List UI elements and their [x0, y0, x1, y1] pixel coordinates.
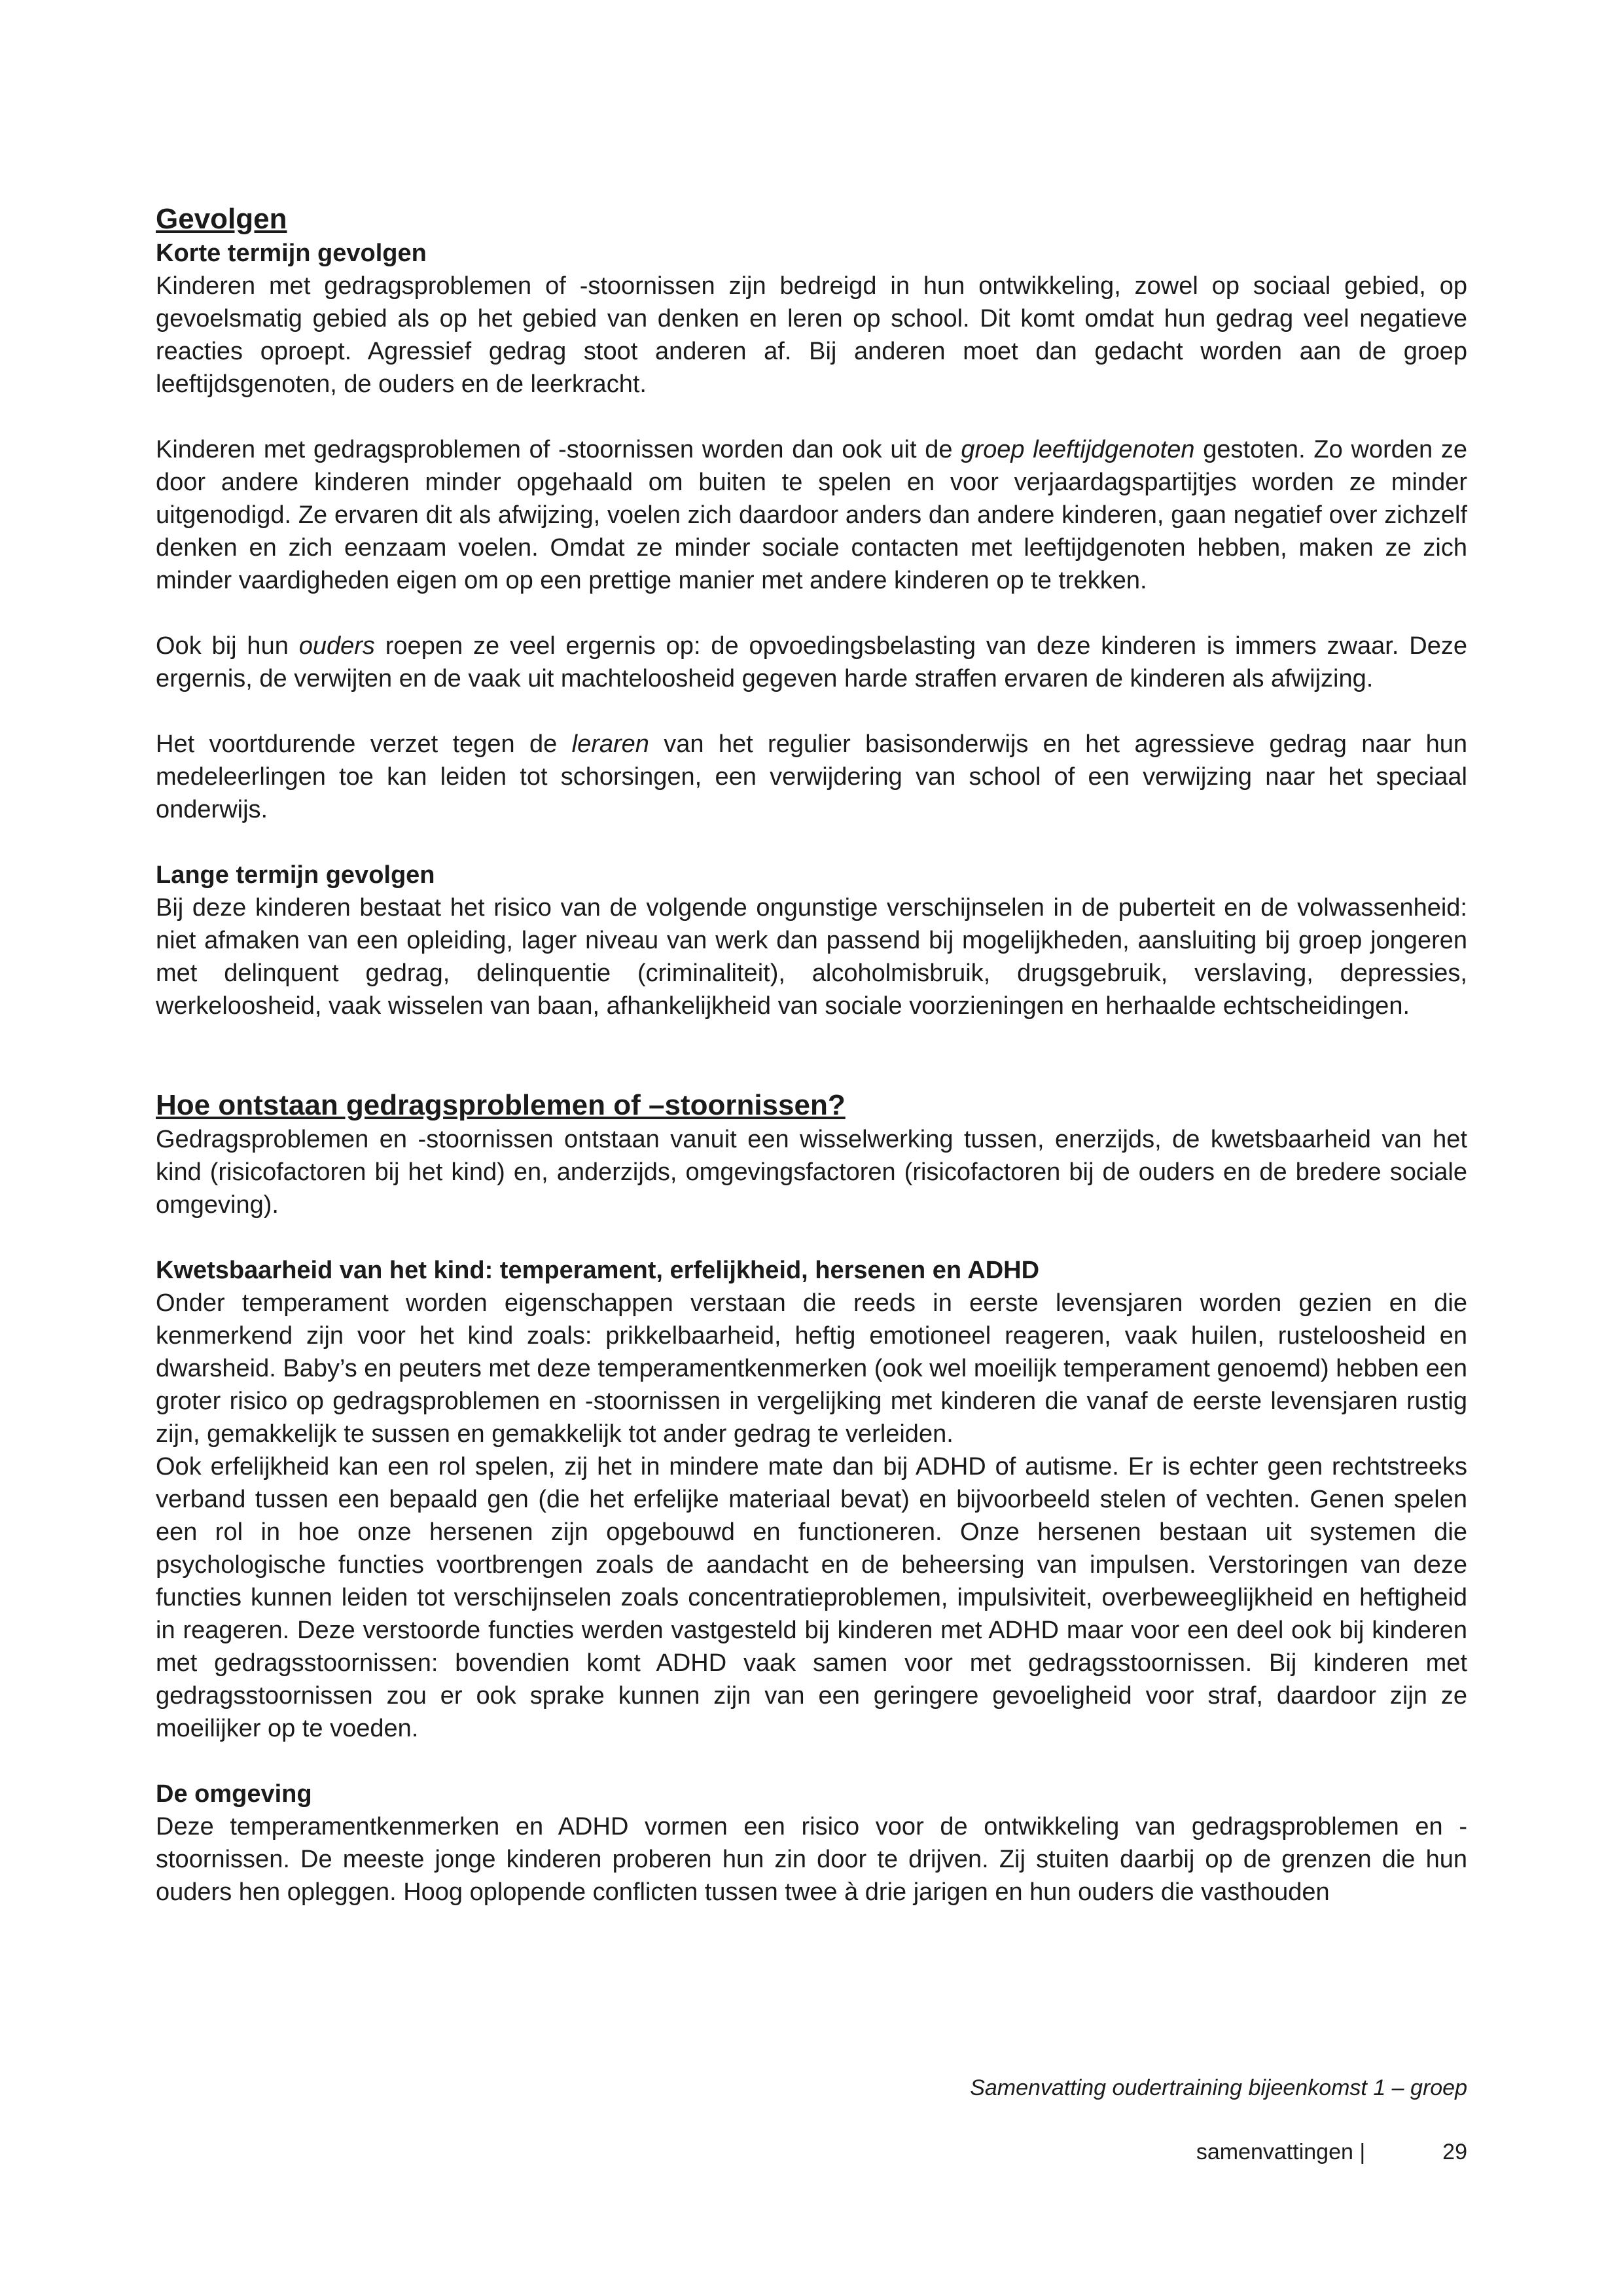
footer-document-title: Samenvatting oudertraining bijeenkomst 1 – groep — [970, 2075, 1467, 2100]
spacer — [156, 1022, 1467, 1088]
text-run: Ook bij hun — [156, 632, 299, 660]
subheading-kwetsbaarheid: Kwetsbaarheid van het kind: temperament, erfelijkheid, hersenen en ADHD — [156, 1257, 1040, 1284]
subheading-omgeving: De omgeving — [156, 1780, 312, 1808]
spacer — [156, 401, 1467, 433]
paragraph: Ook erfelijkheid kan een rol spelen, zij het in mindere mate dan bij ADHD of autisme. Er is echter geen rechtstreeks verband tussen een bepaald gen (die het erfelijke materiaal bevat) en bijvoorbeeld stelen of vechten. Genen spelen een rol in hoe onze hersenen zijn opgebouwd en functioneren. Onze hersenen bestaan uit systemen die psychologische functies voortbrengen zoals de aandacht en de beheersing van impulsen. Verstoringen van deze functies kunnen leiden tot verschijnselen zoals concentratieproblemen, impulsiviteit, overbeweeglijkheid en heftigheid in reageren. Deze verstoorde functies werden vastgesteld bij kinderen met ADHD maar voor een deel ook bij kinderen met gedragsstoornissen: bovendien komt ADHD vaak samen voor met gedragsstoornissen. Bij kinderen met gedragsstoornissen zou er ook sprake kunnen zijn van een geringere gevoeligheid voor straf, daardoor zijn ze moeilijker op te voeden. — [156, 1453, 1467, 1742]
spacer — [156, 597, 1467, 630]
text-run: Het voortdurende verzet tegen de — [156, 730, 572, 758]
paragraph: Deze temperamentkenmerken en ADHD vormen een risico voor de ontwikkeling van gedragsproblemen en -stoornissen. De meeste jonge kinderen proberen hun zin door te drijven. Zij stuiten daarbij op de grenzen die hun ouders hen opleggen. Hoog oplopende conflicten tussen twee à drie jarigen en hun ouders die vasthouden — [156, 1813, 1467, 1906]
paragraph: Bij deze kinderen bestaat het risico van de volgende ongunstige verschijnselen in de puberteit en de volwassenheid: niet afmaken van een opleiding, lager niveau van werk dan passend bij mogelijkheden, aansluiting bij groep jongeren met delinquent gedrag, delinquentie (criminaliteit), alcoholmisbruik, drugsgebruik, verslaving, depressies, werkeloosheid, vaak wisselen van baan, afhankelijkheid van sociale voorzieningen en herhaalde echtscheidingen. — [156, 894, 1467, 1020]
paragraph: Onder temperament worden eigenschappen verstaan die reeds in eerste levensjaren worden gezien en die kenmerkend zijn voor het kind zoals: prikkelbaarheid, heftig emotioneel reageren, vaak huilen, rusteloosheid en dwarsheid. Baby’s en peuters met deze temperamentkenmerken (ook wel moeilijk temperament genoemd) hebben een groter risico op gedragsproblemen en -stoornissen in vergelijking met kinderen die vanaf de eerste levensjaren rustig zijn, gemakkelijk te sussen en gemakkelijk tot ander gedrag te verleiden. — [156, 1289, 1467, 1448]
text-run: Kinderen met gedragsproblemen of -stoornissen worden dan ook uit de — [156, 436, 961, 463]
spacer — [156, 1221, 1467, 1254]
spacer — [156, 826, 1467, 859]
subheading-korte-termijn: Korte termijn gevolgen — [156, 240, 427, 267]
emphasis: ouders — [298, 632, 375, 660]
emphasis: leraren — [571, 730, 649, 758]
subheading-lange-termijn: Lange termijn gevolgen — [156, 861, 435, 889]
spacer — [156, 695, 1467, 728]
spacer — [156, 1745, 1467, 1778]
emphasis: groep leeftijdgenoten — [961, 436, 1195, 463]
text-run: gestoten. Zo worden ze door andere kinderen minder opgehaald om buiten te spelen en voor verjaardagspartijtjes worden ze minder uitgenodigd. Ze ervaren dit als afwijzing, voelen zich daardoor anders dan andere kinderen, gaan negatief over zichzelf denken en zich eenzaam voelen. Omdat ze minder sociale contacten met leeftijdgenoten hebben, maken ze zich minder vaardigheden eigen om op een prettige manier met andere kinderen op te trekken. — [156, 436, 1468, 594]
page-number: 29 — [1442, 2140, 1467, 2164]
heading-ontstaan: Hoe ontstaan gedragsproblemen of –stoornissen? — [156, 1089, 846, 1121]
footer-section-label: samenvattingen | — [1196, 2140, 1366, 2164]
document-body — [156, 202, 1467, 1909]
heading-gevolgen: Gevolgen — [156, 203, 287, 235]
paragraph — [156, 728, 1467, 826]
text-run: roepen ze veel ergernis op: de opvoedingsbelasting van deze kinderen is immers zwaar. Deze ergernis, de verwijten en de vaak uit machteloosheid gegeven harde straffen ervaren de kinderen als afwijzing. — [156, 632, 1467, 692]
paragraph — [156, 433, 1467, 597]
paragraph: Gedragsproblemen en -stoornissen ontstaan vanuit een wisselwerking tussen, enerzijds, de kwetsbaarheid van het kind (risicofactoren bij het kind) en, anderzijds, omgevingsfactoren (risicofactoren bij de ouders en de bredere sociale omgeving). — [156, 1126, 1467, 1219]
text-run: van het regulier basisonderwijs en het agressieve gedrag naar hun medeleerlingen toe kan leiden tot schorsingen, een verwijdering van school of een verwijzing naar het speciaal onderwijs. — [156, 730, 1468, 823]
paragraph — [156, 630, 1467, 695]
footer-page-info — [1196, 2140, 1467, 2165]
paragraph: Kinderen met gedragsproblemen of -stoornissen zijn bedreigd in hun ontwikkeling, zowel op sociaal gebied, op gevoelsmatig gebied als op het gebied van denken en leren op school. Dit komt omdat hun gedrag veel negatieve reacties oproept. Agressief gedrag stoot anderen af. Bij anderen moet dan gedacht worden aan de groep leeftijdsgenoten, de ouders en de leerkracht. — [156, 272, 1467, 398]
